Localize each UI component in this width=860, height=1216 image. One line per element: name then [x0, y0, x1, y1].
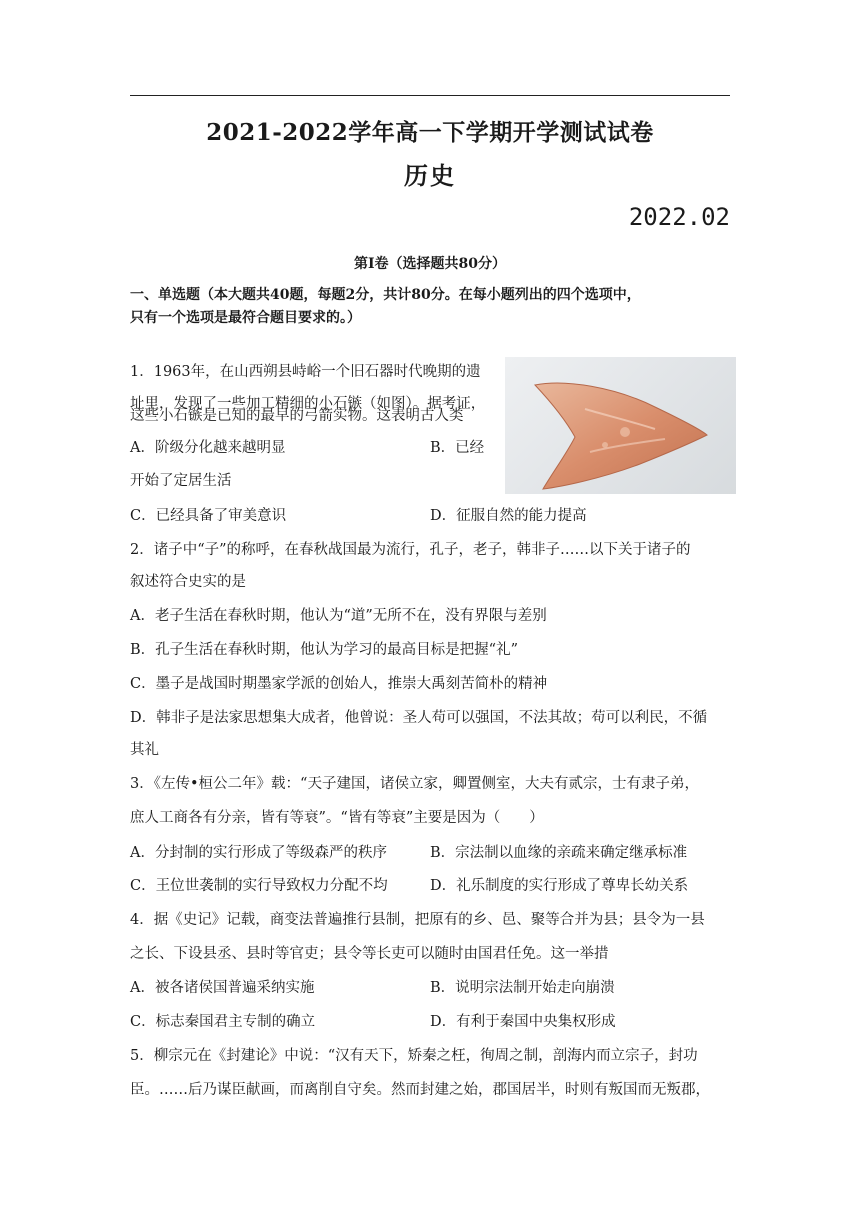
q5-stem-line-1: 5．柳宗元在《封建论》中说：“汉有天下，矫秦之枉，徇周之制，剖海内而立宗子，封功 — [130, 1048, 698, 1064]
q1-stem-line-1: 1．1963年，在山西朔县峙峪一个旧石器时代晚期的遗 — [130, 364, 481, 380]
q3-stem-line-1: 3．《左传•桓公二年》载：“天子建国，诸侯立家，卿置侧室，大夫有贰宗，士有隶子弟， — [130, 776, 699, 792]
q2-stem-line-2: 叙述符合史实的是 — [130, 574, 246, 590]
q4-option-a: A．被各诸侯国普遍采纳实施 — [130, 980, 315, 996]
q2-option-b: B．孔子生活在春秋时期，他认为学习的最高目标是把握“礼” — [130, 642, 518, 658]
q5-stem-line-2: 臣。……后乃谋臣献画，而离削自守矣。然而封建之始，郡国居半，时则有叛国而无叛郡， — [130, 1082, 710, 1098]
instruction-line-2: 只有一个选项是最符合题目要求的。） — [130, 310, 361, 326]
arrowhead-photo — [505, 357, 736, 494]
q1-stem-line-2: 址里，发现了一些加工精细的小石镞（如图）。据考证， — [130, 396, 486, 412]
q3-stem-line-2: 庶人工商各有分亲，皆有等衰”。“皆有等衰”主要是因为（ ） — [130, 810, 544, 826]
q2-option-a: A．老子生活在春秋时期，他认为“道”无所不在，没有界限与差别 — [130, 608, 547, 624]
q1-option-c: C．已经具备了审美意识 — [130, 508, 287, 524]
q3-option-b: B．宗法制以血缘的亲疏来确定继承标准 — [430, 845, 688, 861]
q2-option-c: C．墨子是战国时期墨家学派的创始人，推崇大禹刻苦简朴的精神 — [130, 676, 548, 692]
q1-option-d: D．征服自然的能力提高 — [430, 508, 587, 524]
instruction-line-1: 一、单选题（本大题共40题，每题2分，共计80分。在每小题列出的四个选项中， — [130, 287, 641, 303]
stone-arrowhead-icon — [505, 357, 736, 494]
q3-option-a: A．分封制的实行形成了等级森严的秩序 — [130, 845, 387, 861]
section-title: 第Ⅰ卷（选择题共80分） — [353, 256, 507, 272]
q1-stem-line-3: 这些小石镞是已知的最早的弓箭实物。这表明古人类 — [130, 408, 464, 424]
q1-option-a: A．阶级分化越来越明显 — [130, 440, 286, 456]
q2-stem-line-1: 2．诸子中“子”的称呼，在春秋战国最为流行，孔子，老子，韩非子……以下关于诸子的 — [130, 542, 691, 558]
q3-option-c: C．王位世袭制的实行导致权力分配不均 — [130, 878, 388, 894]
q4-option-c: C．标志秦国君主专制的确立 — [130, 1014, 316, 1030]
q1-option-b-continued: 开始了定居生活 — [130, 473, 232, 489]
q4-option-b: B．说明宗法制开始走向崩溃 — [430, 980, 615, 996]
q3-option-d: D．礼乐制度的实行形成了尊卑长幼关系 — [430, 878, 689, 894]
q4-stem-line-1: 4．据《史记》记载，商变法普遍推行县制，把原有的乡、邑、聚等合并为县；县令为一县 — [130, 912, 705, 928]
q2-option-d: D．韩非子是法家思想集大成者，他曾说：圣人苟可以强国，不法其故；苟可以利民，不循 — [130, 710, 708, 726]
q4-option-d: D．有利于秦国中央集权形成 — [430, 1014, 616, 1030]
paper-title: 2021-2022学年高一下学期开学测试试卷 — [206, 119, 654, 146]
q1-option-b: B．已经 — [430, 440, 485, 456]
header-rule — [130, 95, 730, 96]
q2-option-d-continued: 其礼 — [130, 742, 159, 758]
section-instruction — [130, 284, 732, 330]
paper-date: 2022.02 — [628, 203, 730, 231]
paper-subject: 历史 — [404, 161, 456, 190]
q4-stem-line-2: 之长、下设县丞、县时等官吏；县令等长吏可以随时由国君任免。这一举措 — [130, 946, 609, 962]
